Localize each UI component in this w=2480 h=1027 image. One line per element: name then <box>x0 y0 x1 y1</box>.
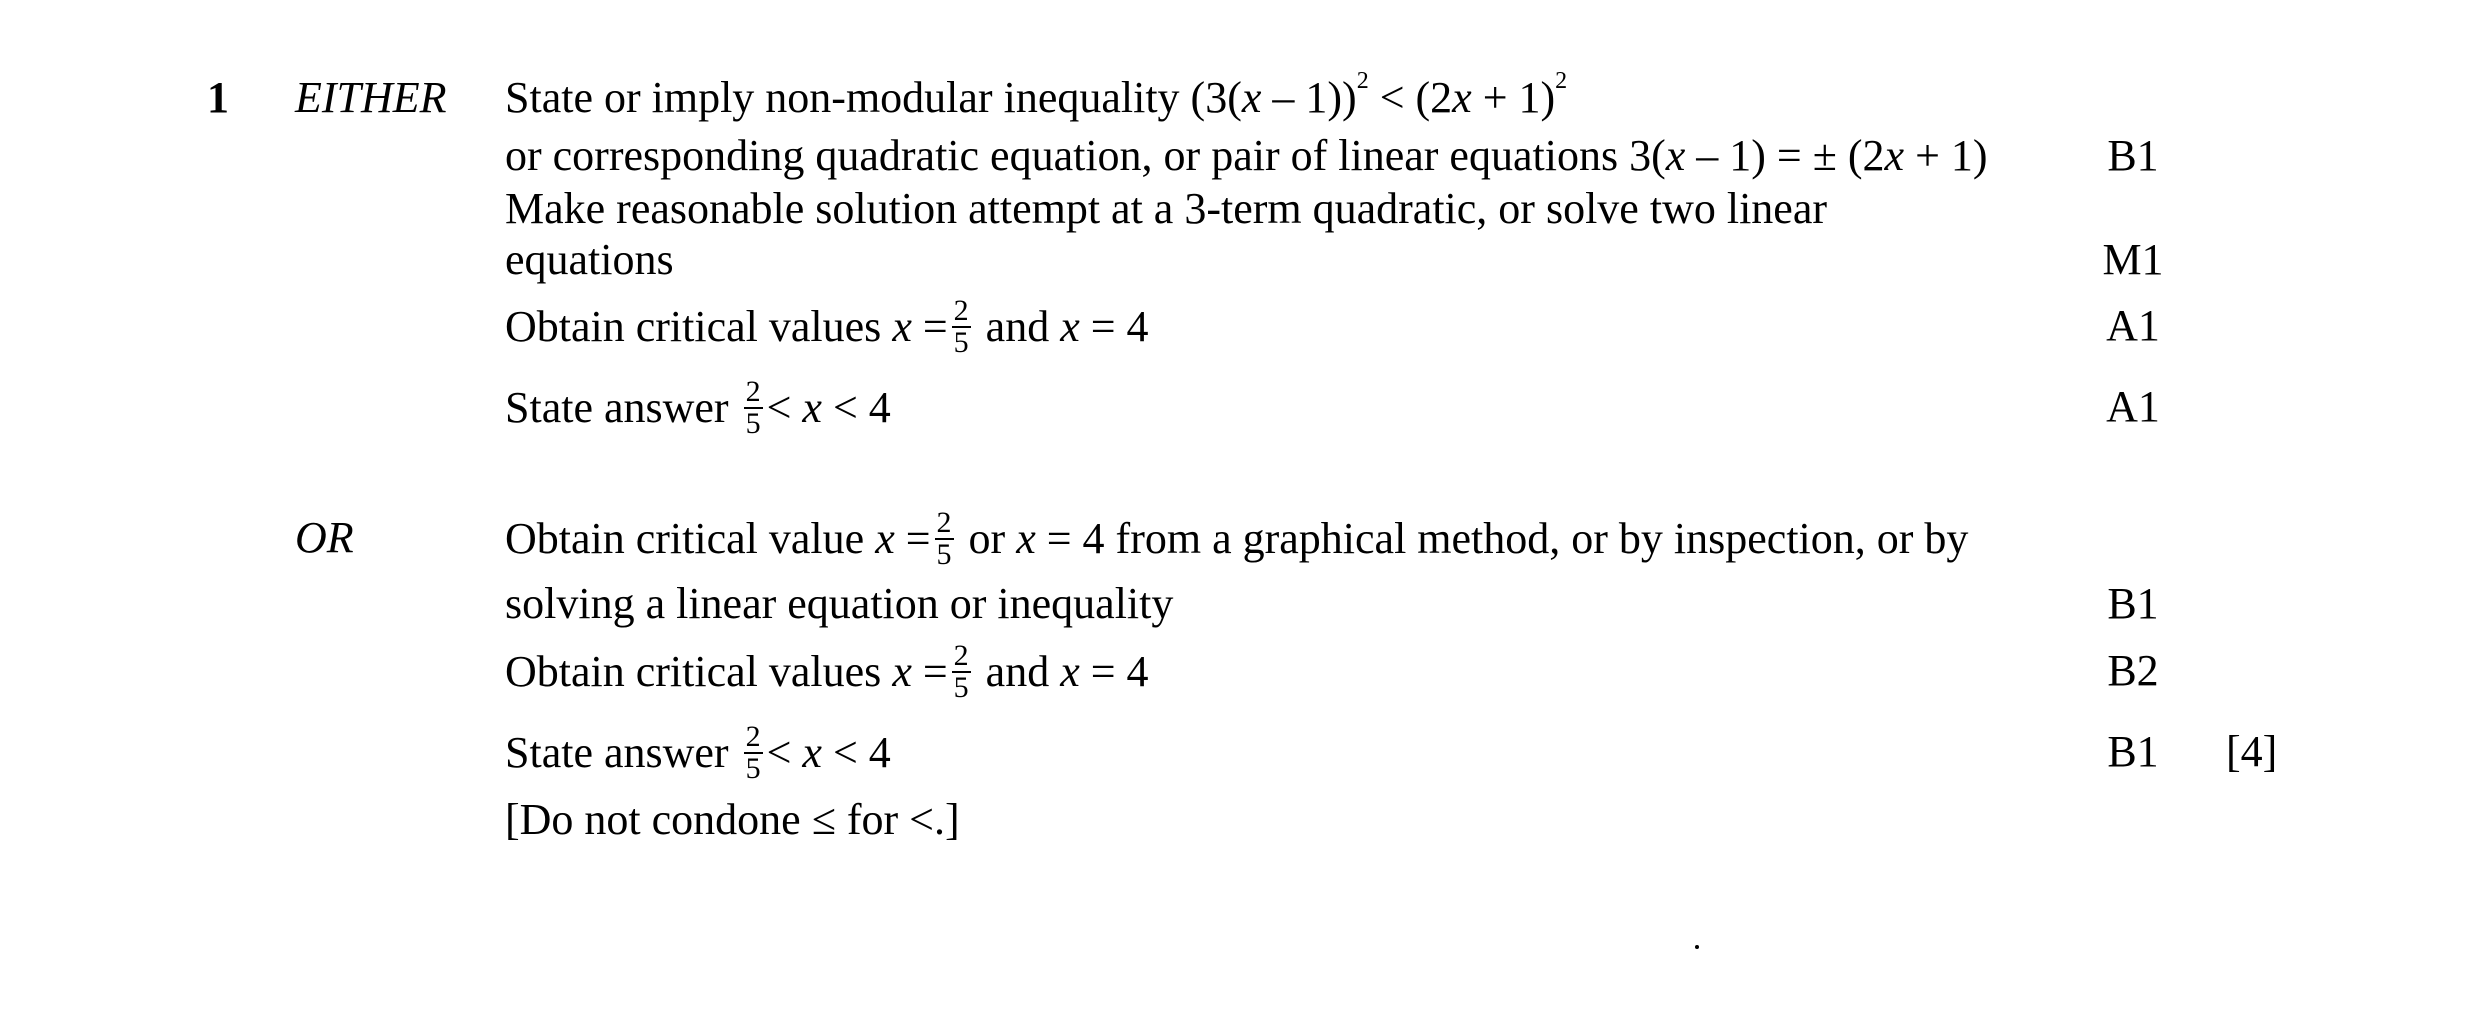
either-label: EITHER <box>295 73 447 122</box>
total-marks: [4] <box>2226 727 2278 776</box>
or-line-2: solving a linear equation or inequality <box>505 579 1174 628</box>
question-number: 1 <box>207 73 229 122</box>
mark-or-b2: B2 <box>2107 646 2159 695</box>
mark-either-a1-critical: A1 <box>2106 301 2160 350</box>
fraction-two-fifths: $\frac{2}{5}$ <box>936 506 952 571</box>
mark-or-b1-first: B1 <box>2107 579 2159 628</box>
stray-dot <box>1695 945 1699 949</box>
either-line-6: State answer $\frac{2}{5}$ < x < 4 <box>505 375 891 440</box>
fraction-two-fifths: $\frac{2}{5}$ <box>745 375 761 440</box>
either-line-2: or corresponding quadratic equation, or pair of linear equations 3(x – 1) = ± (2x + 1) <box>505 131 1988 180</box>
fraction-two-fifths: $\frac{2}{5}$ <box>745 720 761 785</box>
or-label: OR <box>295 513 354 562</box>
either-line-3: Make reasonable solution attempt at a 3-term quadratic, or solve two linear <box>505 184 1827 233</box>
or-line-1: Obtain critical value x = $\frac{2}{5}$ or x = 4 from a graphical method, or by inspection, or by <box>505 506 1969 571</box>
or-line-3: Obtain critical values x = $\frac{2}{5}$ and x = 4 <box>505 639 1149 704</box>
mark-either-m1: M1 <box>2102 235 2164 284</box>
fraction-two-fifths: $\frac{2}{5}$ <box>953 294 969 359</box>
either-line-1: State or imply non-modular inequality $(3(x - 1))^2 < (2x + 1)^2$ <box>505 68 1568 122</box>
or-line-4: State answer $\frac{2}{5}$ < x < 4 <box>505 720 891 785</box>
either-line-4: equations <box>505 235 674 284</box>
mark-or-b1-answer: B1 <box>2107 727 2159 776</box>
either-line-5: Obtain critical values x = $\frac{2}{5}$ and x = 4 <box>505 294 1149 359</box>
mark-either-a1-answer: A1 <box>2106 382 2160 431</box>
mark-either-b1: B1 <box>2107 131 2159 180</box>
or-note: [Do not condone ≤ for <.] <box>505 795 960 844</box>
fraction-two-fifths: $\frac{2}{5}$ <box>953 639 969 704</box>
